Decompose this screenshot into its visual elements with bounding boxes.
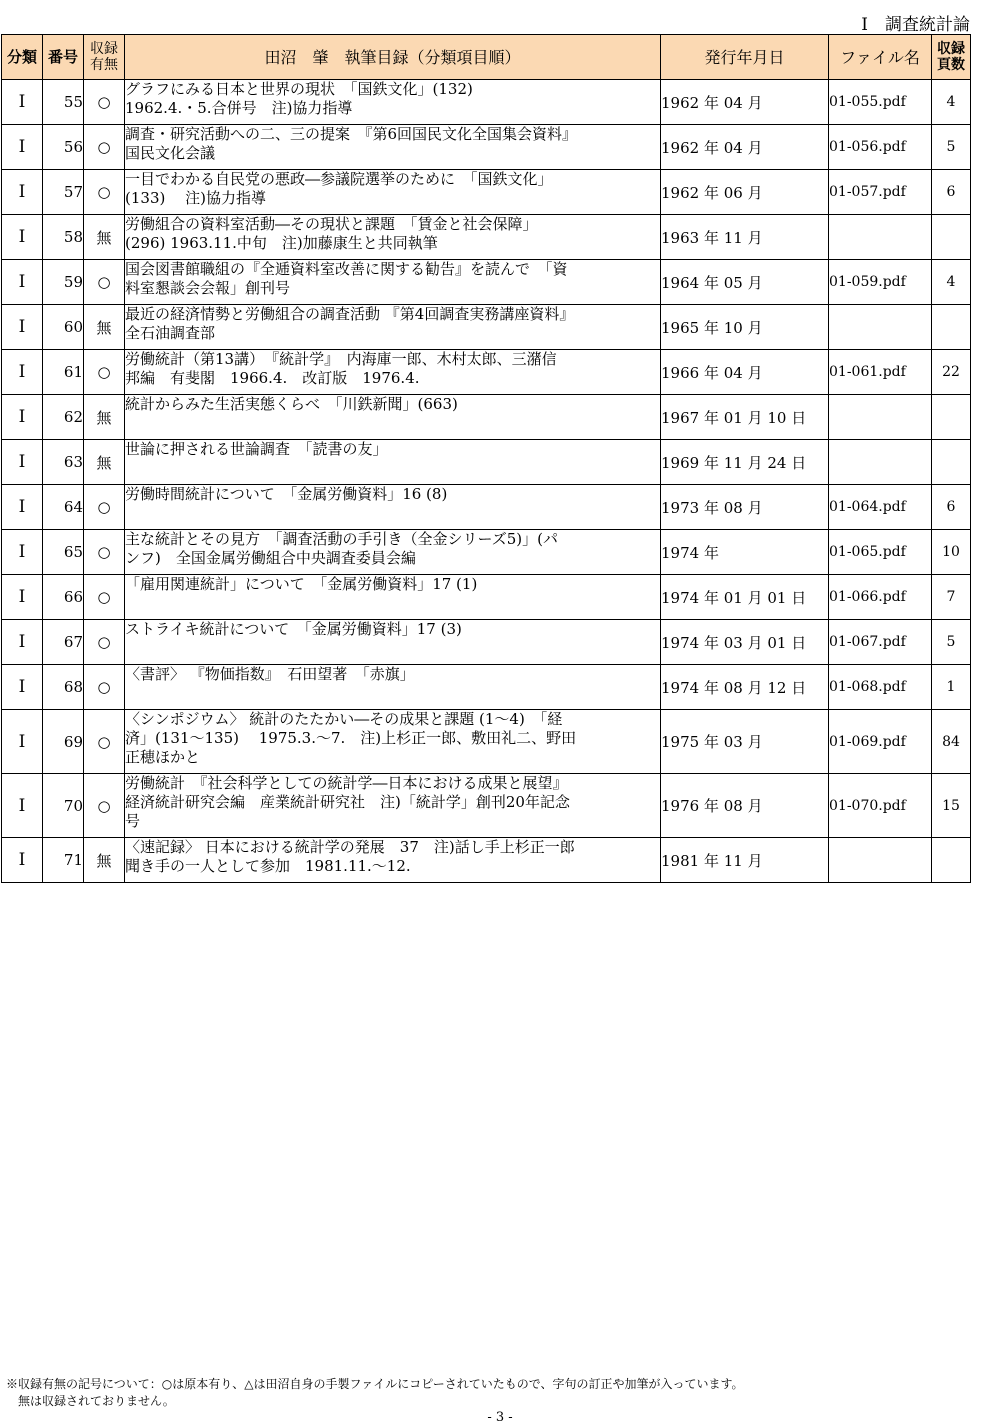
cell-file: 01-064.pdf	[829, 485, 932, 530]
cell-class: I	[2, 575, 43, 620]
footnote-line-1: ※収録有無の記号について：○は原本有り、△は田沼自身の手製ファイルにコピーされていたもので、字句の訂正や加筆が入っています。	[6, 1377, 744, 1391]
table-body	[2, 80, 971, 883]
cell-number: 56	[43, 125, 84, 170]
table-row	[2, 665, 971, 710]
cell-file: 01-070.pdf	[829, 774, 932, 838]
cell-date: 1962 年 04 月	[661, 80, 829, 125]
table-row	[2, 710, 971, 774]
cell-title: 労働統計（第13講） 『統計学』 内海庫一郎、木村太郎、三潴信 邦編 有斐閣 1966.4. 改訂版 1976.4.	[125, 350, 661, 395]
cell-recorded: ○	[84, 350, 125, 395]
header-row	[2, 35, 971, 80]
cell-class: I	[2, 774, 43, 838]
cell-file: 01-055.pdf	[829, 80, 932, 125]
cell-date: 1975 年 03 月	[661, 710, 829, 774]
cell-class: I	[2, 710, 43, 774]
cell-recorded: ○	[84, 575, 125, 620]
cell-title: 一目でわかる自民党の悪政―参議院選挙のために 「国鉄文化」 (133) 注)協力指導	[125, 170, 661, 215]
cell-number: 61	[43, 350, 84, 395]
cell-date: 1974 年 08 月 12 日	[661, 665, 829, 710]
page-number: - 3 -	[487, 1410, 513, 1425]
cell-date: 1966 年 04 月	[661, 350, 829, 395]
cell-file	[829, 305, 932, 350]
cell-pages: 5	[932, 125, 971, 170]
cell-number: 63	[43, 440, 84, 485]
cell-number: 57	[43, 170, 84, 215]
cell-file: 01-068.pdf	[829, 665, 932, 710]
cell-recorded: ○	[84, 170, 125, 215]
cell-recorded: ○	[84, 620, 125, 665]
cell-pages: 5	[932, 620, 971, 665]
header-file: ファイル名	[829, 35, 932, 80]
cell-file: 01-059.pdf	[829, 260, 932, 305]
cell-title: 調査・研究活動への二、三の提案 『第6回国民文化全国集会資料』 国民文化会議	[125, 125, 661, 170]
cell-date: 1965 年 10 月	[661, 305, 829, 350]
table-row	[2, 620, 971, 665]
cell-title: 〈シンポジウム〉 統計のたたかい―その成果と課題 (1～4) 「経 済」(131～135) 1975.3.～7. 注)上杉正一郎、敷田礼二、野田 正穂ほかと	[125, 710, 661, 774]
cell-number: 62	[43, 395, 84, 440]
cell-recorded: 無	[84, 395, 125, 440]
cell-date: 1976 年 08 月	[661, 774, 829, 838]
cell-title: 最近の経済情勢と労働組合の調査活動 『第4回調査実務講座資料』 全石油調査部	[125, 305, 661, 350]
cell-date: 1963 年 11 月	[661, 215, 829, 260]
cell-file: 01-065.pdf	[829, 530, 932, 575]
header-pages-label: 収録頁数	[937, 41, 965, 73]
cell-date: 1974 年 03 月 01 日	[661, 620, 829, 665]
cell-class: I	[2, 440, 43, 485]
cell-class: I	[2, 620, 43, 665]
cell-file	[829, 395, 932, 440]
cell-pages: 4	[932, 80, 971, 125]
cell-number: 58	[43, 215, 84, 260]
catalog-table	[1, 34, 971, 883]
cell-number: 69	[43, 710, 84, 774]
cell-date: 1974 年	[661, 530, 829, 575]
table-row	[2, 485, 971, 530]
cell-recorded: 無	[84, 215, 125, 260]
cell-class: I	[2, 305, 43, 350]
cell-pages: 84	[932, 710, 971, 774]
table-row	[2, 260, 971, 305]
cell-number: 66	[43, 575, 84, 620]
cell-title: 労働時間統計について 「金属労働資料」16 (8)	[125, 485, 661, 530]
section-title: I 調査統計論	[861, 15, 970, 35]
cell-date: 1962 年 06 月	[661, 170, 829, 215]
cell-title: 「雇用関連統計」について 「金属労働資料」17 (1)	[125, 575, 661, 620]
cell-pages: 15	[932, 774, 971, 838]
table-row	[2, 305, 971, 350]
cell-file: 01-067.pdf	[829, 620, 932, 665]
cell-recorded: ○	[84, 774, 125, 838]
cell-pages: 7	[932, 575, 971, 620]
cell-recorded: 無	[84, 440, 125, 485]
cell-title: 労働組合の資料室活動―その現状と課題 「賃金と社会保障」 (296) 1963.11.中旬 注)加藤康生と共同執筆	[125, 215, 661, 260]
cell-file: 01-056.pdf	[829, 125, 932, 170]
cell-number: 71	[43, 838, 84, 883]
table-row	[2, 215, 971, 260]
cell-title: 国会図書館職組の『全逓資料室改善に関する勧告』を読んで 「資 料室懇談会会報」創刊号	[125, 260, 661, 305]
cell-title: 世論に押される世論調査 「読書の友」	[125, 440, 661, 485]
cell-class: I	[2, 125, 43, 170]
cell-file: 01-069.pdf	[829, 710, 932, 774]
cell-pages: 10	[932, 530, 971, 575]
cell-title: 〈速記録〉 日本における統計学の発展 37 注)話し手上杉正一郎 聞き手の一人として参加 1981.11.～12.	[125, 838, 661, 883]
cell-pages: 4	[932, 260, 971, 305]
cell-date: 1964 年 05 月	[661, 260, 829, 305]
header-date: 発行年月日	[661, 35, 829, 80]
cell-class: I	[2, 530, 43, 575]
cell-recorded: ○	[84, 260, 125, 305]
cell-date: 1967 年 01 月 10 日	[661, 395, 829, 440]
cell-file: 01-061.pdf	[829, 350, 932, 395]
header-title: 田沼 肇 執筆目録（分類項目順）	[125, 35, 661, 80]
cell-class: I	[2, 80, 43, 125]
cell-class: I	[2, 170, 43, 215]
cell-pages: 22	[932, 350, 971, 395]
cell-date: 1974 年 01 月 01 日	[661, 575, 829, 620]
cell-pages	[932, 305, 971, 350]
cell-recorded: ○	[84, 665, 125, 710]
cell-number: 65	[43, 530, 84, 575]
cell-title: 労働統計 『社会科学としての統計学―日本における成果と展望』 経済統計研究会編 産業統計研究社 注)「統計学」創刊20年記念 号	[125, 774, 661, 838]
cell-recorded: 無	[84, 305, 125, 350]
cell-class: I	[2, 215, 43, 260]
cell-recorded: ○	[84, 125, 125, 170]
header-number: 番号	[43, 35, 84, 80]
table-row	[2, 774, 971, 838]
cell-pages: 6	[932, 170, 971, 215]
cell-title: ストライキ統計について 「金属労働資料」17 (3)	[125, 620, 661, 665]
cell-number: 59	[43, 260, 84, 305]
cell-number: 68	[43, 665, 84, 710]
cell-recorded: ○	[84, 530, 125, 575]
cell-title: 統計からみた生活実態くらべ 「川鉄新聞」(663)	[125, 395, 661, 440]
cell-number: 60	[43, 305, 84, 350]
table-row	[2, 395, 971, 440]
cell-recorded: 無	[84, 838, 125, 883]
cell-date: 1973 年 08 月	[661, 485, 829, 530]
table-row	[2, 125, 971, 170]
cell-pages: 6	[932, 485, 971, 530]
cell-class: I	[2, 485, 43, 530]
footnote	[6, 1376, 986, 1410]
cell-pages	[932, 215, 971, 260]
table-row	[2, 838, 971, 883]
cell-class: I	[2, 395, 43, 440]
cell-class: I	[2, 838, 43, 883]
cell-pages	[932, 440, 971, 485]
cell-recorded: ○	[84, 485, 125, 530]
table-row	[2, 440, 971, 485]
cell-pages: 1	[932, 665, 971, 710]
cell-file	[829, 440, 932, 485]
cell-title: 〈書評〉 『物価指数』 石田望著 「赤旗」	[125, 665, 661, 710]
cell-date: 1981 年 11 月	[661, 838, 829, 883]
cell-title: 主な統計とその見方 「調査活動の手引き（全金シリーズ5)」(パ ンフ) 全国金属労働組合中央調査委員会編	[125, 530, 661, 575]
cell-pages	[932, 838, 971, 883]
cell-number: 67	[43, 620, 84, 665]
header-recorded	[84, 35, 125, 80]
cell-file	[829, 215, 932, 260]
cell-class: I	[2, 665, 43, 710]
cell-number: 55	[43, 80, 84, 125]
header-class: 分類	[2, 35, 43, 80]
cell-class: I	[2, 350, 43, 395]
cell-title: グラフにみる日本と世界の現状 「国鉄文化」(132) 1962.4.・5.合併号 注)協力指導	[125, 80, 661, 125]
cell-recorded: ○	[84, 710, 125, 774]
cell-date: 1969 年 11 月 24 日	[661, 440, 829, 485]
table-row	[2, 350, 971, 395]
cell-number: 70	[43, 774, 84, 838]
header-recorded-label: 収録有無	[90, 41, 118, 73]
cell-date: 1962 年 04 月	[661, 125, 829, 170]
cell-file: 01-066.pdf	[829, 575, 932, 620]
table-row	[2, 170, 971, 215]
cell-file	[829, 838, 932, 883]
table-row	[2, 80, 971, 125]
table-row	[2, 575, 971, 620]
table-row	[2, 530, 971, 575]
cell-class: I	[2, 260, 43, 305]
cell-pages	[932, 395, 971, 440]
cell-number: 64	[43, 485, 84, 530]
cell-file: 01-057.pdf	[829, 170, 932, 215]
cell-recorded: ○	[84, 80, 125, 125]
header-pages	[932, 35, 971, 80]
footnote-line-2: 無は収録されておりません。	[6, 1394, 175, 1408]
